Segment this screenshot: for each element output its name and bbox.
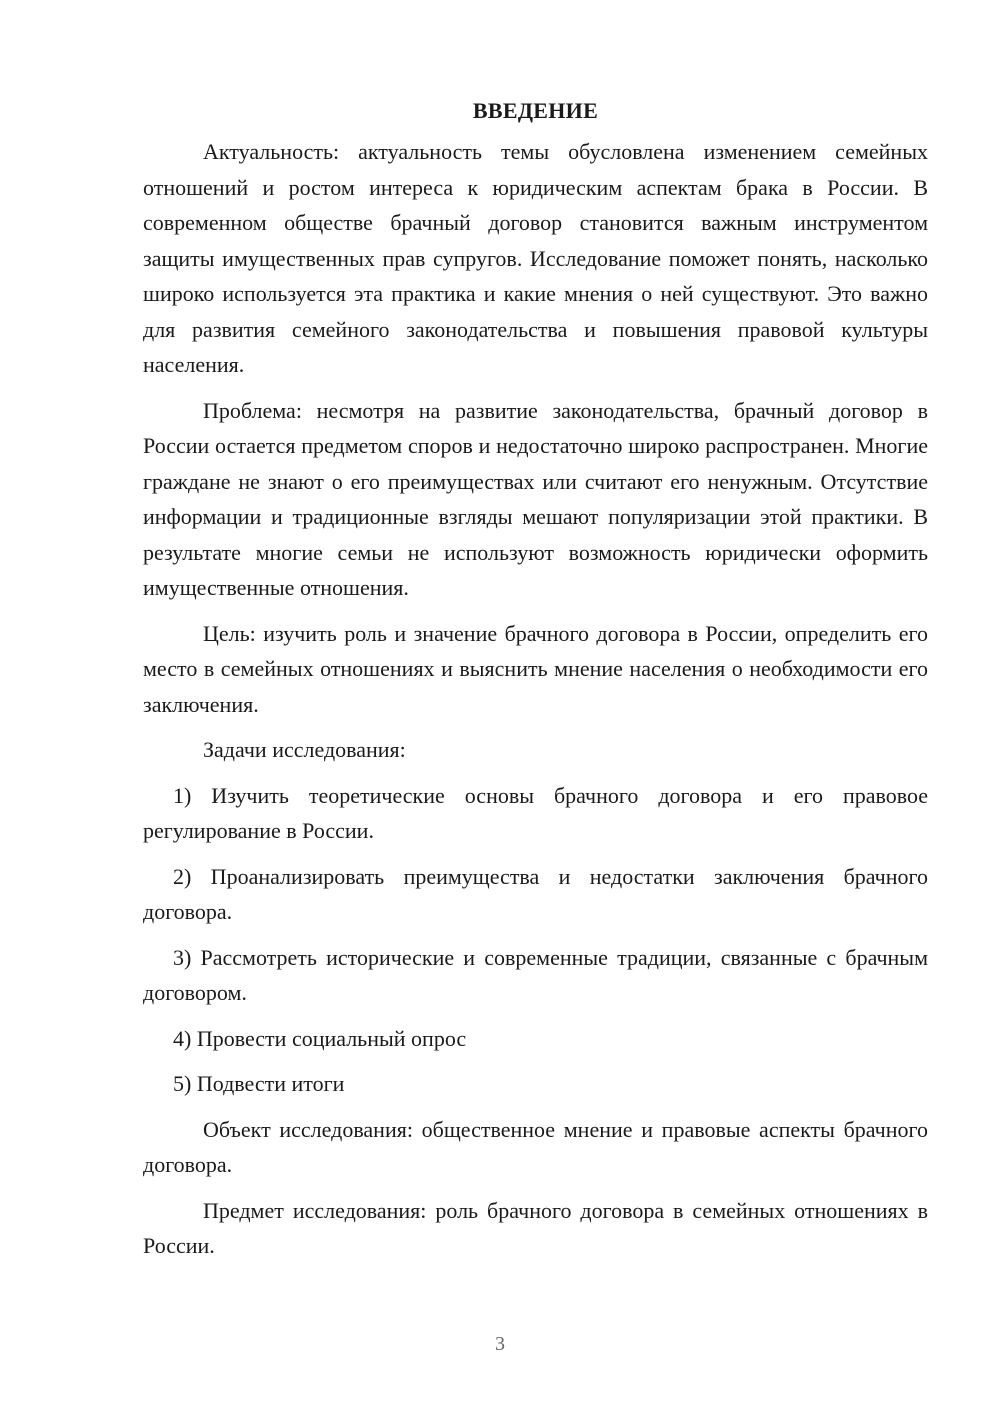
paragraph-goal: Цель: изучить роль и значение брачного договора в России, определить его место в семейных отношениях и выяснить мнение населения о необходимости его заключения. bbox=[143, 620, 928, 717]
page-number: 3 bbox=[495, 1333, 505, 1355]
paragraph-relevance: Актуальность: актуальность темы обусловлена изменением семейных отношений и ростом интереса к юридическим аспектам брака в России. В современном обществе брачный договор становится важным инструментом защиты имущественных прав супругов. Исследование поможет понять, насколько широко используется эта практика и какие мнения о ней существуют. Это важно для развития семейного законодательства и повышения правовой культуры населения. bbox=[143, 139, 928, 377]
paragraph-subject: Предмет исследования: роль брачного договора в семейных отношениях в России. bbox=[143, 1197, 928, 1258]
paragraph-object: Объект исследования: общественное мнение и правовые аспекты брачного договора. bbox=[143, 1116, 928, 1177]
paragraph-problem: Проблема: несмотря на развитие законодательства, брачный договор в России остается предметом споров и недостаточно широко распространен. Многие граждане не знают о его преимуществах или считают его ненужным. Отсутствие информации и традиционные взгляды мешают популяризации этой практики. В результате многие семьи не используют возможность юридически оформить имущественные отношения. bbox=[143, 397, 928, 600]
task-item-1: 1) Изучить теоретические основы брачного договора и его правовое регулирование в России. bbox=[143, 782, 928, 843]
page-title: ВВЕДЕНИЕ bbox=[472, 98, 599, 123]
task-item-4: 4) Провести социальный опрос bbox=[173, 1025, 467, 1051]
task-item-2: 2) Проанализировать преимущества и недостатки заключения брачного договора. bbox=[143, 863, 928, 924]
document-page bbox=[143, 96, 928, 1274]
task-item-3: 3) Рассмотреть исторические и современные традиции, связанные с брачным договором. bbox=[143, 944, 928, 1005]
tasks-heading: Задачи исследования: bbox=[203, 737, 406, 762]
task-item-5: 5) Подвести итоги bbox=[173, 1071, 345, 1096]
